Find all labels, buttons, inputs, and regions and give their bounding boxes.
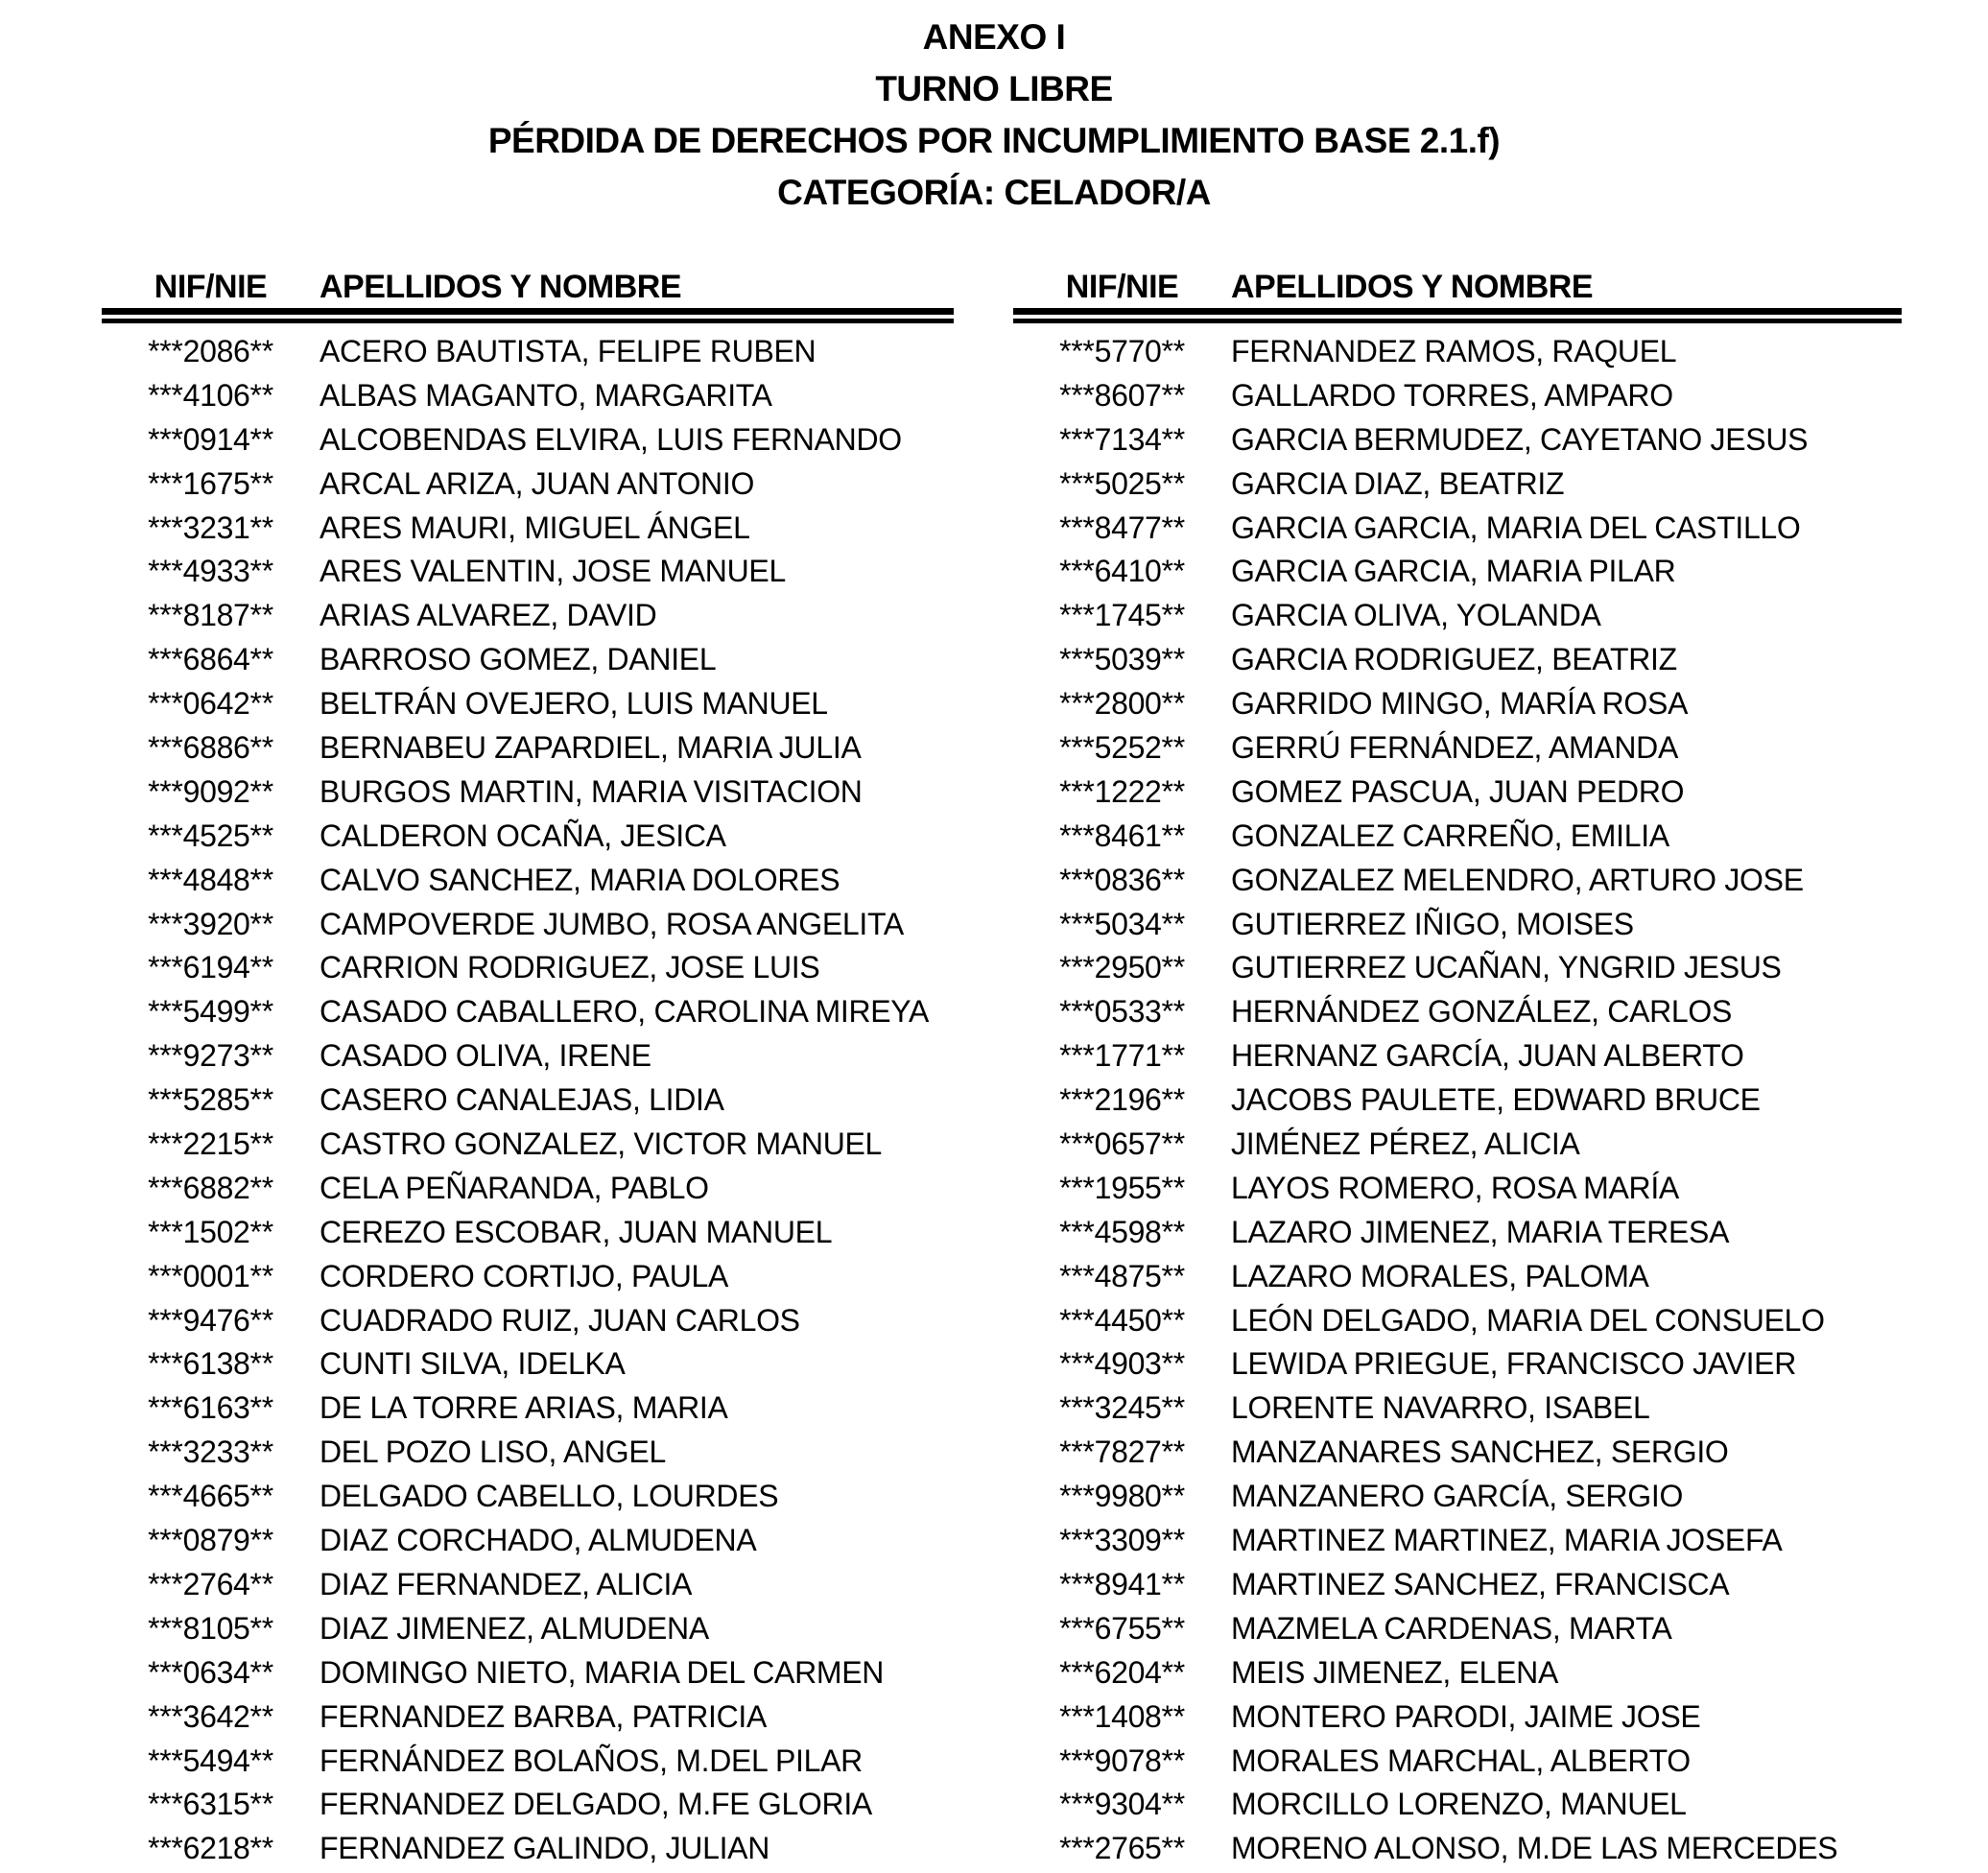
name-cell: FERNÁNDEZ BOLAÑOS, M.DEL PILAR [320,1743,863,1778]
table-row [1013,990,1902,1034]
nif-cell: ***9980** [1059,1479,1185,1514]
nif-cell: ***5285** [148,1082,273,1118]
table-row [102,594,954,638]
nif-cell: ***4903** [1059,1346,1185,1382]
nif-cell: ***8187** [148,598,273,633]
table-row [102,462,954,507]
table-row [1013,1475,1902,1519]
table-row [1013,374,1902,418]
nif-cell: ***7827** [1059,1434,1185,1470]
name-cell: BERNABEU ZAPARDIEL, MARIA JULIA [320,730,862,766]
name-cell: CALDERON OCAÑA, JESICA [320,818,726,853]
name-cell: ALCOBENDAS ELVIRA, LUIS FERNANDO [320,421,902,457]
table-row [102,682,954,726]
name-cell: LEÓN DELGADO, MARIA DEL CONSUELO [1231,1302,1825,1338]
nif-cell: ***3920** [148,906,273,941]
name-cell: MANZANARES SANCHEZ, SERGIO [1231,1434,1729,1470]
table-row [1013,1827,1902,1871]
table-row [102,1299,954,1343]
left-rows [102,330,954,1871]
table-row [1013,682,1902,726]
nif-cell: ***6886** [148,730,273,766]
table-row [102,1519,954,1563]
table-row [102,859,954,903]
table-row [102,550,954,594]
nif-nie-header: NIF/NIE [1065,269,1179,305]
table-row [1013,1211,1902,1255]
table-row [1013,1167,1902,1211]
table-row [1013,1651,1902,1695]
nif-cell: ***5499** [148,994,273,1030]
name-cell: GARCIA OLIVA, YOLANDA [1231,598,1601,633]
table-row [102,990,954,1034]
nif-cell: ***0657** [1059,1126,1185,1162]
name-cell: DEL POZO LISO, ANGEL [320,1434,666,1470]
table-row [1013,1255,1902,1299]
table-row [1013,1783,1902,1827]
name-cell: LAYOS ROMERO, ROSA MARÍA [1231,1170,1679,1205]
apellidos-nombre-header: APELLIDOS Y NOMBRE [320,269,682,305]
name-cell: LAZARO MORALES, PALOMA [1231,1258,1649,1293]
table-row [1013,1519,1902,1563]
header-double-rule [102,308,954,323]
nif-cell: ***6204** [1059,1654,1185,1690]
name-cell: MARTINEZ MARTINEZ, MARIA JOSEFA [1231,1523,1783,1558]
name-cell: ARES MAURI, MIGUEL ÁNGEL [320,510,750,545]
table-row [102,946,954,990]
table-row [1013,1079,1902,1123]
name-cell: FERNANDEZ DELGADO, M.FE GLORIA [320,1787,872,1822]
table-row [102,1255,954,1299]
nif-cell: ***9304** [1059,1787,1185,1822]
nif-cell: ***9273** [148,1038,273,1074]
name-cell: GONZALEZ CARREÑO, EMILIA [1231,818,1669,853]
name-cell: GARCIA RODRIGUEZ, BEATRIZ [1231,642,1677,677]
table-row [102,1651,954,1695]
name-cell: JACOBS PAULETE, EDWARD BRUCE [1231,1082,1761,1118]
name-cell: GARCIA GARCIA, MARIA DEL CASTILLO [1231,510,1801,545]
nif-cell: ***1771** [1059,1038,1185,1074]
nif-cell: ***2215** [148,1126,273,1162]
nif-cell: ***4665** [148,1479,273,1514]
name-cell: CASADO OLIVA, IRENE [320,1038,651,1074]
table-row [1013,462,1902,507]
table-row [102,374,954,418]
name-cell: MAZMELA CARDENAS, MARTA [1231,1610,1672,1646]
nif-cell: ***4106** [148,377,273,413]
nif-cell: ***8607** [1059,377,1185,413]
name-cell: MANZANERO GARCÍA, SERGIO [1231,1479,1684,1514]
title-line-perdida: PÉRDIDA DE DERECHOS POR INCUMPLIMIENTO BASE 2.1.f) [487,121,1501,160]
table-row [102,1827,954,1871]
name-cell: FERNANDEZ BARBA, PATRICIA [320,1698,768,1734]
nif-nie-header: NIF/NIE [154,269,268,305]
name-cell: MORCILLO LORENZO, MANUEL [1231,1787,1687,1822]
table-row [102,1034,954,1079]
nif-cell: ***3231** [148,510,273,545]
table-row [102,1342,954,1387]
name-cell: CELA PEÑARANDA, PABLO [320,1170,709,1205]
table-row [1013,771,1902,815]
nif-cell: ***1955** [1059,1170,1185,1205]
name-cell: CUADRADO RUIZ, JUAN CARLOS [320,1302,800,1338]
nif-cell: ***0533** [1059,994,1185,1030]
nif-cell: ***2950** [1059,950,1185,985]
nif-cell: ***8105** [148,1610,273,1646]
nif-cell: ***4598** [1059,1214,1185,1249]
right-column-header-row [1013,268,1902,306]
nif-cell: ***3233** [148,1434,273,1470]
nif-cell: ***8941** [1059,1566,1185,1601]
nif-cell: ***5494** [148,1743,273,1778]
table-row [102,1211,954,1255]
name-cell: DIAZ CORCHADO, ALMUDENA [320,1523,757,1558]
nif-cell: ***6315** [148,1787,273,1822]
roster-table [102,268,1902,1871]
nif-cell: ***1502** [148,1214,273,1249]
table-row [102,1431,954,1475]
name-cell: MONTERO PARODI, JAIME JOSE [1231,1698,1701,1734]
table-row [102,771,954,815]
nif-cell: ***5770** [1059,334,1185,368]
nif-cell: ***9092** [148,773,273,809]
name-cell: BELTRÁN OVEJERO, LUIS MANUEL [320,686,828,722]
title-line-turno: TURNO LIBRE [875,69,1113,108]
table-row [1013,507,1902,551]
name-cell: GARCIA DIAZ, BEATRIZ [1231,465,1565,501]
right-rows [1013,330,1902,1871]
table-row [102,418,954,462]
name-cell: FERNANDEZ RAMOS, RAQUEL [1231,334,1677,368]
table-row [1013,550,1902,594]
title-line-anexo: ANEXO I [922,17,1066,57]
nif-cell: ***2765** [1059,1831,1185,1866]
nif-cell: ***2086** [148,334,273,368]
table-row [102,1740,954,1784]
table-row [102,1607,954,1651]
table-row [1013,1123,1902,1167]
name-cell: MORENO ALONSO, M.DE LAS MERCEDES [1231,1831,1838,1866]
nif-cell: ***5025** [1059,465,1185,501]
table-row [102,1079,954,1123]
name-cell: FERNANDEZ GALINDO, JULIAN [320,1831,770,1866]
table-row [102,1167,954,1211]
table-row [1013,859,1902,903]
nif-cell: ***6755** [1059,1610,1185,1646]
table-row [1013,903,1902,947]
name-cell: JIMÉNEZ PÉREZ, ALICIA [1231,1126,1580,1162]
name-cell: CEREZO ESCOBAR, JUAN MANUEL [320,1214,833,1249]
table-row [1013,1387,1902,1431]
nif-cell: ***2764** [148,1566,273,1601]
name-cell: DIAZ FERNANDEZ, ALICIA [320,1566,693,1601]
table-row [102,330,954,374]
name-cell: MORALES MARCHAL, ALBERTO [1231,1743,1691,1778]
name-cell: ACERO BAUTISTA, FELIPE RUBEN [320,334,816,368]
table-row [102,726,954,771]
table-row [1013,1607,1902,1651]
name-cell: GARRIDO MINGO, MARÍA ROSA [1231,686,1689,722]
nif-cell: ***4875** [1059,1258,1185,1293]
name-cell: CASADO CABALLERO, CAROLINA MIREYA [320,994,930,1030]
nif-cell: ***1675** [148,465,273,501]
table-row [102,815,954,859]
name-cell: DE LA TORRE ARIAS, MARIA [320,1390,728,1426]
name-cell: GALLARDO TORRES, AMPARO [1231,377,1673,413]
nif-cell: ***0879** [148,1523,273,1558]
table-row [1013,418,1902,462]
name-cell: CUNTI SILVA, IDELKA [320,1346,626,1382]
name-cell: LEWIDA PRIEGUE, FRANCISCO JAVIER [1231,1346,1797,1382]
nif-cell: ***6410** [1059,554,1185,589]
name-cell: CARRION RODRIGUEZ, JOSE LUIS [320,950,820,985]
table-row [102,1695,954,1740]
name-cell: CASTRO GONZALEZ, VICTOR MANUEL [320,1126,883,1162]
nif-cell: ***5039** [1059,642,1185,677]
name-cell: CALVO SANCHEZ, MARIA DOLORES [320,862,840,897]
table-row [1013,1431,1902,1475]
table-row [1013,1299,1902,1343]
table-row [1013,1740,1902,1784]
name-cell: GOMEZ PASCUA, JUAN PEDRO [1231,773,1685,809]
nif-cell: ***6163** [148,1390,273,1426]
name-cell: DELGADO CABELLO, LOURDES [320,1479,779,1514]
nif-cell: ***9078** [1059,1743,1185,1778]
nif-cell: ***1745** [1059,598,1185,633]
nif-cell: ***6864** [148,642,273,677]
name-cell: ALBAS MAGANTO, MARGARITA [320,377,772,413]
table-row [1013,726,1902,771]
table-row [1013,594,1902,638]
nif-cell: ***0836** [1059,862,1185,897]
nif-cell: ***0642** [148,686,273,722]
table-row [102,1563,954,1607]
nif-cell: ***6138** [148,1346,273,1382]
name-cell: GERRÚ FERNÁNDEZ, AMANDA [1231,730,1679,766]
nif-cell: ***3309** [1059,1523,1185,1558]
table-row [1013,1563,1902,1607]
table-row [1013,1342,1902,1387]
name-cell: LAZARO JIMENEZ, MARIA TERESA [1231,1214,1730,1249]
header-double-rule [1013,308,1902,323]
name-cell: ARCAL ARIZA, JUAN ANTONIO [320,465,755,501]
nif-cell: ***3245** [1059,1390,1185,1426]
nif-cell: ***4933** [148,554,273,589]
nif-cell: ***4525** [148,818,273,853]
document-title-block [0,12,1988,219]
name-cell: MEIS JIMENEZ, ELENA [1231,1654,1559,1690]
table-row [1013,330,1902,374]
apellidos-nombre-header: APELLIDOS Y NOMBRE [1231,269,1594,305]
table-row [1013,815,1902,859]
nif-cell: ***6218** [148,1831,273,1866]
table-row [1013,1034,1902,1079]
table-row [1013,1695,1902,1740]
name-cell: GARCIA GARCIA, MARIA PILAR [1231,554,1676,589]
nif-cell: ***0914** [148,421,273,457]
title-line-categoria: CATEGORÍA: CELADOR/A [777,173,1211,212]
left-column-header-row [102,268,954,306]
nif-cell: ***9476** [148,1302,273,1338]
name-cell: CAMPOVERDE JUMBO, ROSA ANGELITA [320,906,904,941]
table-row [102,1123,954,1167]
name-cell: CORDERO CORTIJO, PAULA [320,1258,729,1293]
table-row [102,1475,954,1519]
nif-cell: ***2196** [1059,1082,1185,1118]
name-cell: HERNANZ GARCÍA, JUAN ALBERTO [1231,1038,1744,1074]
name-cell: CASERO CANALEJAS, LIDIA [320,1082,724,1118]
nif-cell: ***6882** [148,1170,273,1205]
nif-cell: ***4450** [1059,1302,1185,1338]
left-column-group [102,268,954,1871]
right-column-group [1013,268,1902,1871]
name-cell: ARIAS ALVAREZ, DAVID [320,598,657,633]
name-cell: GUTIERREZ UCAÑAN, YNGRID JESUS [1231,950,1782,985]
name-cell: GONZALEZ MELENDRO, ARTURO JOSE [1231,862,1804,897]
nif-cell: ***8477** [1059,510,1185,545]
nif-cell: ***0634** [148,1654,273,1690]
nif-cell: ***4848** [148,862,273,897]
nif-cell: ***7134** [1059,421,1185,457]
name-cell: DIAZ JIMENEZ, ALMUDENA [320,1610,709,1646]
name-cell: GARCIA BERMUDEZ, CAYETANO JESUS [1231,421,1809,457]
name-cell: MARTINEZ SANCHEZ, FRANCISCA [1231,1566,1730,1601]
table-row [102,1783,954,1827]
table-row [102,507,954,551]
name-cell: BARROSO GOMEZ, DANIEL [320,642,717,677]
name-cell: LORENTE NAVARRO, ISABEL [1231,1390,1650,1426]
table-row [1013,946,1902,990]
nif-cell: ***1222** [1059,773,1185,809]
name-cell: DOMINGO NIETO, MARIA DEL CARMEN [320,1654,885,1690]
table-row [102,903,954,947]
nif-cell: ***1408** [1059,1698,1185,1734]
table-row [102,638,954,682]
nif-cell: ***6194** [148,950,273,985]
name-cell: GUTIERREZ IÑIGO, MOISES [1231,906,1634,941]
nif-cell: ***5034** [1059,906,1185,941]
nif-cell: ***3642** [148,1698,273,1734]
table-row [102,1387,954,1431]
table-row [1013,638,1902,682]
nif-cell: ***5252** [1059,730,1185,766]
name-cell: BURGOS MARTIN, MARIA VISITACION [320,773,863,809]
nif-cell: ***8461** [1059,818,1185,853]
nif-cell: ***0001** [148,1258,273,1293]
name-cell: HERNÁNDEZ GONZÁLEZ, CARLOS [1231,994,1733,1030]
nif-cell: ***2800** [1059,686,1185,722]
name-cell: ARES VALENTIN, JOSE MANUEL [320,554,786,589]
